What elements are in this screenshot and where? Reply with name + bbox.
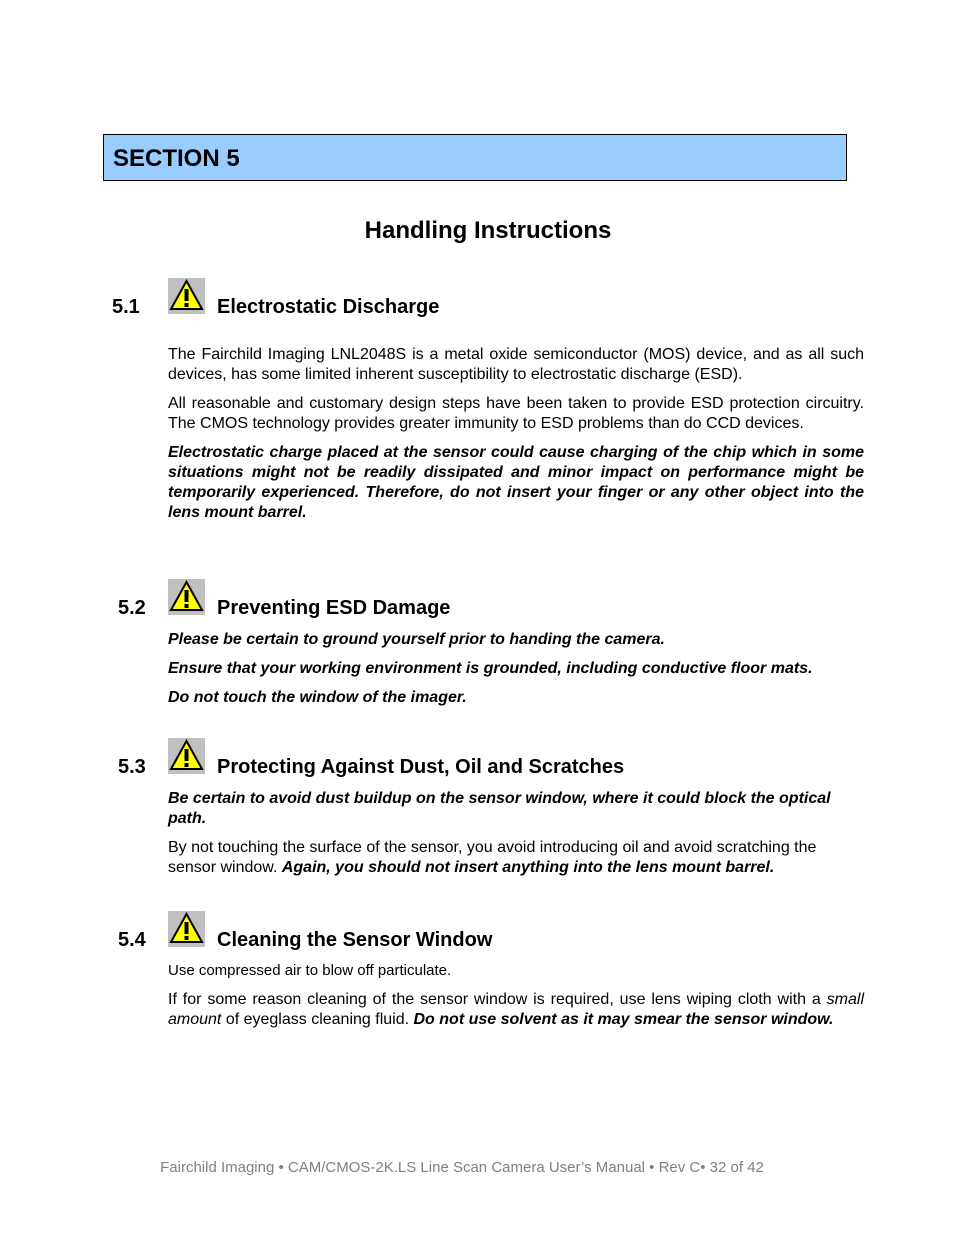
paragraph: The Fairchild Imaging LNL2048S is a metal oxide semiconductor (MOS) device, and as all such devices, has some limited inherent susceptibility to electrostatic discharge (ESD).: [168, 346, 864, 383]
warning-triangle-icon: [168, 738, 205, 774]
section-5-2-title: Preventing ESD Damage: [217, 597, 451, 619]
paragraph: Ensure that your working environment is grounded, including conductive floor mats.: [168, 660, 813, 677]
section-5-3-title: Protecting Against Dust, Oil and Scratches: [217, 756, 625, 778]
text-run: of eyeglass cleaning fluid.: [221, 1011, 414, 1028]
text-run: If for some reason cleaning of the sensor window is required, use lens wiping cloth with a: [168, 991, 827, 1008]
warning-triangle-icon: [168, 911, 205, 947]
section-banner: [103, 134, 847, 181]
paragraph: Do not touch the window of the imager.: [168, 689, 467, 706]
section-5-3-number: 5.3: [118, 756, 146, 778]
paragraph: Be certain to avoid dust buildup on the sensor window, where it could block the optical path.: [168, 790, 831, 827]
text-run-bold: Again, you should not insert anything into the lens mount barrel.: [281, 859, 775, 876]
paragraph: Please be certain to ground yourself prior to handing the camera.: [168, 631, 665, 648]
paragraph: All reasonable and customary design steps have been taken to provide ESD protection circuitry. The CMOS technology provides greater immunity to ESD problems than do CCD devices.: [168, 395, 864, 432]
section-5-1-title: Electrostatic Discharge: [217, 296, 440, 318]
section-5-2-body: [168, 630, 864, 717]
warning-triangle-icon: [168, 579, 205, 615]
section-5-4-number: 5.4: [118, 929, 146, 951]
paragraph: [168, 990, 864, 1030]
warning-triangle-icon: [168, 278, 205, 314]
section-5-2-number: 5.2: [118, 597, 146, 619]
page-title: Handling Instructions: [364, 217, 612, 244]
paragraph: [168, 838, 864, 878]
text-run: By not touching the surface of the sensor, you avoid introducing oil and avoid scratching the sensor window.: [168, 839, 817, 876]
section-5-1-body: [168, 345, 864, 532]
paragraph: Use compressed air to blow off particulate.: [168, 962, 452, 979]
section-5-3-body: [168, 789, 864, 887]
page-footer: Fairchild Imaging • CAM/CMOS-2K.LS Line Scan Camera User’s Manual • Rev C• 32 of 42: [160, 1159, 764, 1176]
text-run-italic: small amount: [168, 991, 864, 1028]
warning-paragraph: Electrostatic charge placed at the sensor could cause charging of the chip which in some situations might not be readily dissipated and minor impact on performance might be temporarily experienced. Therefore, do not insert your finger or any other object into the lens mount barrel.: [168, 444, 864, 521]
section-5-4-body: [168, 961, 864, 1039]
section-5-1-number: 5.1: [112, 296, 140, 318]
text-run-bold: Do not use solvent as it may smear the sensor window.: [413, 1011, 834, 1028]
section-5-4-title: Cleaning the Sensor Window: [217, 929, 493, 951]
section-banner-label: SECTION 5: [113, 145, 240, 172]
